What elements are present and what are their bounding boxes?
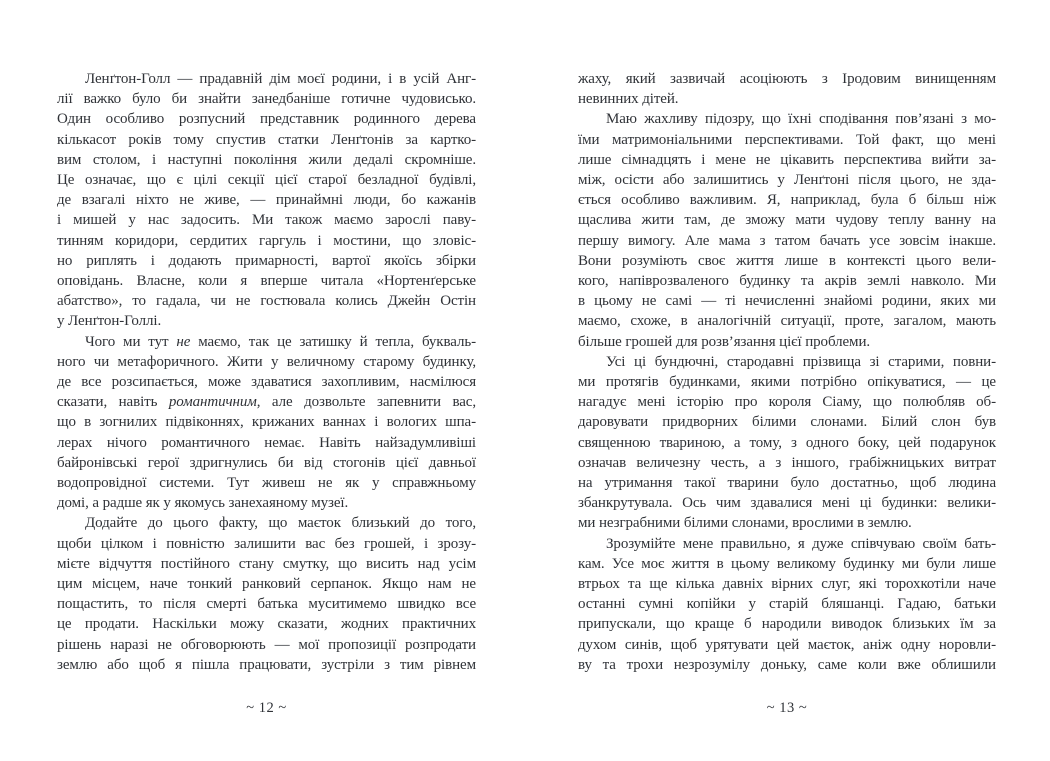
- text-line: і мишей у нас задосить. Ми також маємо зарослі паву-: [57, 212, 476, 229]
- text-line: останні сумні копійки у старій бляшанці. Гадаю, батьки: [578, 596, 996, 613]
- text-line: рішень наразі не обговорюють — мої пропозиції розпродати: [57, 636, 476, 653]
- text-line: пощастить, то після смерті батька муситимемо швидко все: [57, 596, 476, 613]
- text-line: щоби цілком і повністю залишити вас без грошей, і зрозу-: [57, 535, 476, 552]
- text-line: ву та трохи незрозумілу доньку, саме коли вже облишили: [578, 656, 996, 673]
- text-line: ється особливо важливим. Я, наприклад, була б більш ніж: [578, 192, 996, 209]
- text-line: даровувати придворних білими слонами. Білий слон був: [578, 414, 996, 431]
- text-line: сказати, навіть романтичним, але дозвольте запевнити вас,: [57, 394, 476, 411]
- text-line: байронівські герої здригнулись би від стогонів цієї давньої: [57, 454, 476, 471]
- text-line: тинням коридори, сердитих гаргуль і мостини, що зловіс-: [57, 232, 476, 249]
- text-line: водопровідної системи. Тут живеш не як у справжньому: [57, 475, 476, 492]
- text-line: Маю жахливу підозру, що їхні сподівання пов’язані з мо-: [606, 111, 996, 128]
- text-line: означав величезну честь, а з іншого, грабіжницьких витрат: [578, 454, 996, 471]
- text-line: щаслива жити там, де зможу мати чудову теплу ванну на: [578, 212, 996, 229]
- text-line: Вони розуміють своє життя лише в контексті цього вели-: [578, 252, 996, 269]
- book-page-left: [57, 69, 476, 761]
- text-line: священною твариною, а тому, з одного боку, цей подарунок: [578, 434, 996, 451]
- text-line: кам. Усе моє життя в цьому великому будинку ми були лише: [578, 555, 996, 572]
- text-line: лише сімнадцять і мене не цікавить перспектива вийти за-: [578, 151, 996, 168]
- text-line: нагадує мені історію про короля Сіаму, що полюбляв об-: [578, 394, 996, 411]
- text-line: кого, напіврозваленого будинку та акрів землі навколо. Ми: [578, 273, 996, 290]
- text-line: цим місцем, наче тонкий ранковий серпанок. Якщо нам не: [57, 576, 476, 593]
- text-line: лерах нічого романтичного немає. Навіть найзадумливіші: [57, 434, 476, 451]
- text-line: маємо, схоже, в аналогічній ситуації, проте, загалом, мають: [578, 313, 996, 330]
- text-line: Це означає, що є цілі секції цієї старої безладної будівлі,: [57, 172, 476, 189]
- text-line: де все розсипається, може здаватися захопливим, насмілюся: [57, 374, 476, 391]
- text-line: домі, а радше як у якомусь занехаяному музеї.: [57, 495, 349, 512]
- text-line: ми протягів будинками, якими потрібно опікуватися, — це: [578, 374, 996, 391]
- text-line: ми незграбними білими слонами, врослими в землю.: [578, 515, 912, 532]
- page-text-right: [578, 69, 996, 675]
- text-line: жаху, який зазвичай асоціюють з Іродовим винищенням: [578, 71, 996, 87]
- text-line: Додайте до цього факту, що маєток близький до того,: [85, 515, 476, 532]
- text-line: більше грошей для розв’язання цієї проблеми.: [578, 333, 871, 350]
- text-line: збанкрутувала. Ось чим здавалися мені ці будинки: велики-: [578, 495, 996, 512]
- text-line: втрьох та ще кілька давніх вірних слуг, які торохкотіли наче: [578, 576, 996, 593]
- text-line: кількасот років тому спустив статки Ленґтонів за картко-: [57, 131, 476, 148]
- text-line: в цьому не самі — ті нечисленні знайомі родини, яких ми: [578, 293, 996, 310]
- text-line: першу вимогу. Але мама з татом бачать усе зовсім інакше.: [578, 232, 996, 249]
- text-line: Чого ми тут не маємо, так це затишку й тепла, букваль-: [85, 333, 476, 350]
- text-line: Ленґтон-Голл — прадавній дім моєї родини, і в усій Анг-: [85, 71, 476, 87]
- text-line: духом синів, щоб урятувати цей маєток, аніж одну норовли-: [578, 636, 996, 653]
- page-number-right: ~ 13 ~: [766, 700, 808, 716]
- text-line: у Ленґтон-Голлі.: [57, 313, 162, 330]
- text-line: припускали, що краще б народили виводок близьких їм за: [578, 616, 996, 633]
- text-line: абатство», то гадала, чи не гостювала колись Джейн Остін: [57, 293, 476, 310]
- text-line: Один особливо розпусний представник родинного дерева: [57, 111, 476, 128]
- text-line: на утримання такої тварини було достатньо, щоб людина: [578, 475, 996, 492]
- text-line: їми матримоніальними перспективами. Той факт, що мені: [578, 131, 996, 148]
- text-line: Усі ці бундючні, стародавні прізвища зі старими, повни-: [606, 353, 996, 370]
- text-line: що в зогнилих підвіконнях, крижаних ваннах і вологих шпа-: [57, 414, 476, 431]
- text-line: мієте відчуття постійного стану смутку, що висить над усім: [57, 555, 476, 572]
- text-line: землю або щоб я пішла працювати, зустріли з тим рівнем: [57, 656, 476, 673]
- text-line: це продати. Наскільки можу сказати, жодних практичних: [57, 616, 476, 633]
- book-page-right: [578, 69, 996, 761]
- page-number-left: ~ 12 ~: [246, 700, 287, 716]
- text-line: Зрозумійте мене правильно, я дуже співчуваю своїм бать-: [606, 535, 996, 552]
- text-line: лії важко було би знайти занедбаніше готичне чудовисько.: [57, 91, 476, 108]
- text-line: но риплять і додають примарності, вартої якоїсь збірки: [57, 252, 476, 269]
- text-line: між, осісти або залишитись у Ленґтоні після цього, не зда-: [578, 172, 996, 189]
- text-line: невинних дітей.: [578, 91, 679, 108]
- text-line: вим столом, і наступні покоління жили дедалі скромніше.: [57, 151, 476, 168]
- page-text-left: [57, 69, 476, 675]
- text-line: де взагалі ніхто не живе, — принаймні люди, бо кажанів: [57, 192, 476, 209]
- text-line: оповідань. Власне, коли я вперше читала «Нортенґерське: [57, 273, 476, 290]
- text-line: ного чи метафоричного. Жити у величному старому будинку,: [57, 353, 476, 370]
